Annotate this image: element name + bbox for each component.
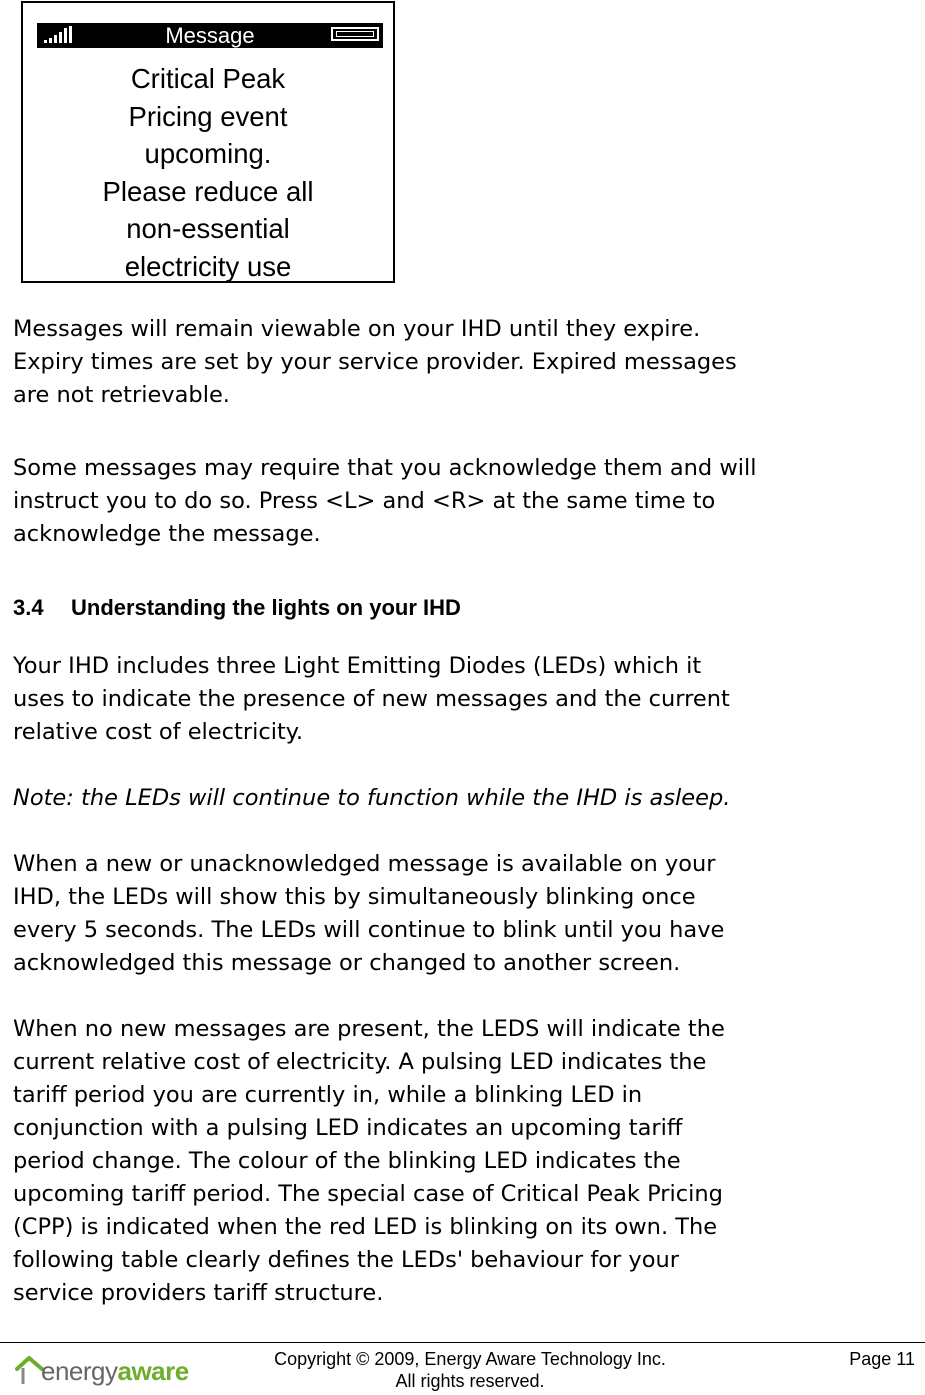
text-line: Messages will remain viewable on your IHD until they expire. [13,316,701,342]
text-line: tariff period you are currently in, while a blinking LED in [13,1082,643,1108]
text-line: When a new or unacknowledged message is available on your [13,851,716,877]
message-line: Critical Peak [130,63,286,94]
text-line: Some messages may require that you acknowledge them and will [13,455,757,481]
message-line: Please reduce all [102,175,314,207]
copyright-text: Copyright © 2009, Energy Aware Technology Inc. [274,1349,666,1369]
paragraph-expiry [13,313,918,412]
text-line: Your IHD includes three Light Emitting Diodes (LEDs) which it [13,653,702,679]
screen-title-bar [37,23,383,48]
battery-icon [331,27,379,41]
message-line: electricity use [124,250,292,282]
text-line: upcoming tariff period. The special case of Critical Peak Pricing [13,1181,723,1207]
paragraph-blinking [13,848,918,980]
text-line: When no new messages are present, the LEDS will indicate the [13,1016,725,1042]
rights-text: All rights reserved. [395,1371,545,1391]
paragraph-acknowledge [13,452,918,551]
text-line: relative cost of electricity. [13,719,304,745]
text-line: are not retrievable. [13,382,230,408]
note-text: Note: the LEDs will continue to function while the IHD is asleep. [13,785,731,811]
page-number: Page 11 [849,1349,915,1369]
text-line: acknowledge the message. [13,521,321,547]
screen-message [23,60,393,285]
message-line: Pricing event [128,100,288,132]
paragraph-tariff [13,1013,918,1310]
paragraph-leds-intro [13,650,918,749]
text-line: uses to indicate the presence of new messages and the current [13,686,730,712]
text-line: service providers tariff structure. [13,1280,384,1306]
section-number: 3.4 [13,595,44,620]
text-line: (CPP) is indicated when the red LED is blinking on its own. The [13,1214,718,1240]
footer-divider [0,1342,925,1343]
section-title: Understanding the lights on your IHD [71,595,461,620]
text-line: acknowledged this message or changed to another screen. [13,950,681,976]
screen-title: Message [165,23,255,48]
text-line: instruct you to do so. Press <L> and <R> at the same time to [13,488,716,514]
text-line: every 5 seconds. The LEDs will continue to blink until you have [13,917,725,943]
text-line: period change. The colour of the blinking LED indicates the [13,1148,681,1174]
message-line: upcoming. [144,138,272,169]
message-line: non-essential [126,213,290,244]
logo-wordmark: energyaware [41,1356,189,1386]
footer-copyright [200,1348,740,1392]
energy-aware-logo [15,1352,190,1388]
section-heading [13,593,461,623]
device-screen [21,1,395,283]
text-line: current relative cost of electricity. A pulsing LED indicates the [13,1049,707,1075]
text-line: conjunction with a pulsing LED indicates an upcoming tariff [13,1115,683,1141]
text-line: Expiry times are set by your service provider. Expired messages [13,349,737,375]
text-line: IHD, the LEDs will show this by simultaneously blinking once [13,884,696,910]
text-line: following table clearly defines the LEDs' behaviour for your [13,1247,680,1273]
